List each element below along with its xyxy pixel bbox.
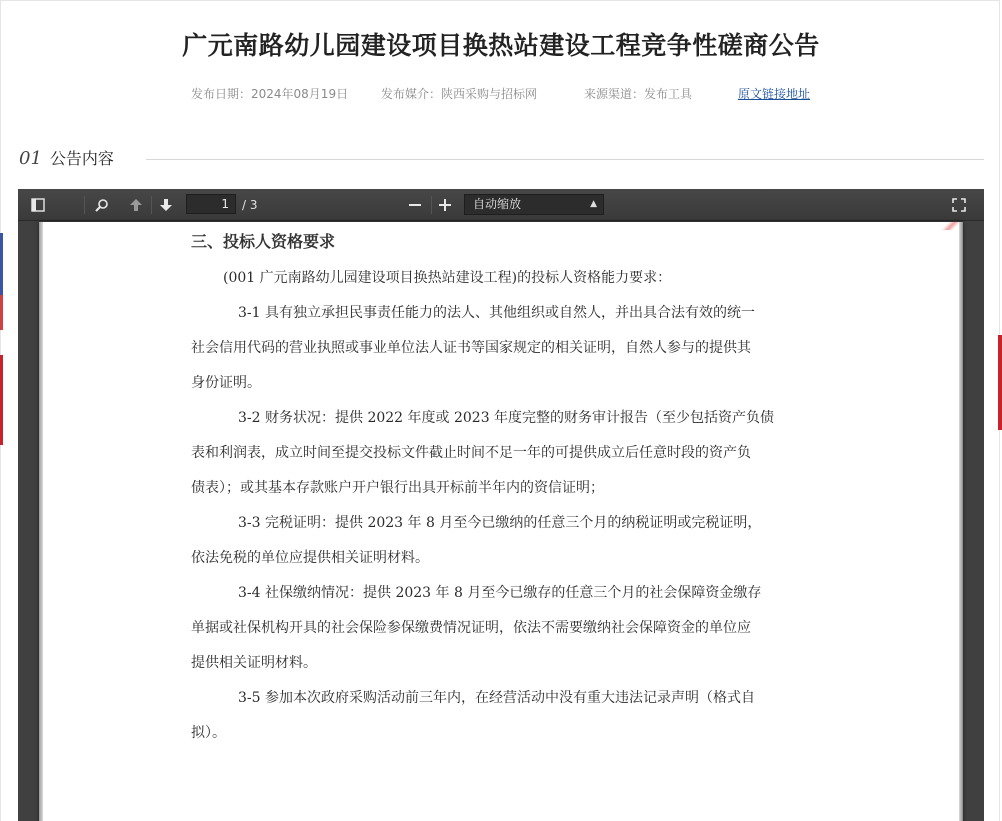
pdf-line: 单据或社保机构开具的社会保险参保缴费情况证明，依法不需要缴纳社会保障资金的单位应 [191, 620, 751, 636]
sidebar-toggle-icon[interactable] [26, 189, 50, 221]
section-divider [146, 159, 984, 160]
plus-icon[interactable] [433, 189, 457, 221]
page-scan-edge-right [959, 222, 963, 821]
pdf-line: 3-5 参加本次政府采购活动前三年内，在经营活动中没有重大违法记录声明（格式自 [238, 690, 755, 706]
pdf-line: 3-3 完税证明：提供 2023 年 8 月至今已缴纳的任意三个月的纳税证明或完税证明， [238, 515, 762, 531]
publish-media: 发布媒介：陕西采购与招标网 [381, 87, 538, 101]
pdf-line: 拟）。 [191, 725, 226, 741]
pdf-viewer [18, 189, 984, 821]
publish-date: 发布日期：2024年08月19日 [191, 87, 349, 101]
pdf-line: 3-1 具有独立承担民事责任能力的法人、其他组织或自然人，并出具合法有效的统一 [238, 305, 755, 321]
section-title: 公告内容 [49, 149, 114, 168]
left-edge-strip-red-2 [0, 355, 3, 445]
page-corner-stamp [937, 222, 959, 230]
select-caret-icon: ▲ [590, 199, 597, 209]
page-scan-edge-left [39, 222, 43, 821]
pdf-line: 身份证明。 [191, 375, 261, 391]
section-number: 01 [19, 148, 42, 169]
pdf-line: (001 广元南路幼儿园建设项目换热站建设工程)的投标人资格能力要求： [223, 270, 672, 286]
arrow-down-icon[interactable] [154, 189, 178, 221]
pdf-line: 3-2 财务状况：提供 2022 年度或 2023 年度完整的财务审计报告（至少包括资产负债 [238, 410, 775, 426]
pdf-line: 债表）；或其基本存款账户开户银行出具开标前半年内的资信证明； [191, 480, 604, 496]
pdf-page [39, 222, 963, 821]
pdf-line: 提供相关证明材料。 [191, 655, 317, 671]
announcement-title: 广元南路幼儿园建设项目换热站建设工程竞争性磋商公告 [182, 31, 820, 60]
toolbar-separator-2 [151, 196, 152, 214]
fullscreen-icon[interactable] [946, 189, 972, 221]
left-edge-strip-red [0, 295, 3, 330]
pdf-line: 社会信用代码的营业执照或事业单位法人证书等国家规定的相关证明，自然人参与的提供其 [191, 340, 751, 356]
zoom-value: 自动缩放 [473, 197, 522, 211]
pdf-heading: 三、投标人资格要求 [191, 232, 336, 251]
pdf-toolbar [18, 189, 984, 221]
search-icon[interactable] [90, 189, 114, 221]
page-number-input[interactable]: 1 [186, 194, 236, 214]
page-total: / 3 [242, 198, 258, 212]
minus-icon[interactable] [403, 189, 427, 221]
toolbar-separator-3 [431, 196, 432, 214]
toolbar-separator [84, 196, 85, 214]
section-header [19, 146, 114, 169]
pdf-line: 表和利润表，成立时间至提交投标文件截止时间不足一年的可提供成立后任意时段的资产负 [191, 445, 751, 461]
arrow-up-icon[interactable] [124, 189, 148, 221]
left-edge-strip-blue [0, 233, 3, 295]
pdf-line: 依法免税的单位应提供相关证明材料。 [191, 550, 429, 566]
right-edge-strip-red [998, 335, 1002, 430]
source-channel: 来源渠道：发布工具 [584, 87, 693, 101]
zoom-select[interactable] [464, 194, 604, 215]
pdf-line: 3-4 社保缴纳情况：提供 2023 年 8 月至今已缴存的任意三个月的社会保障资金缴存 [238, 585, 762, 601]
original-link[interactable]: 原文链接地址 [738, 87, 811, 101]
